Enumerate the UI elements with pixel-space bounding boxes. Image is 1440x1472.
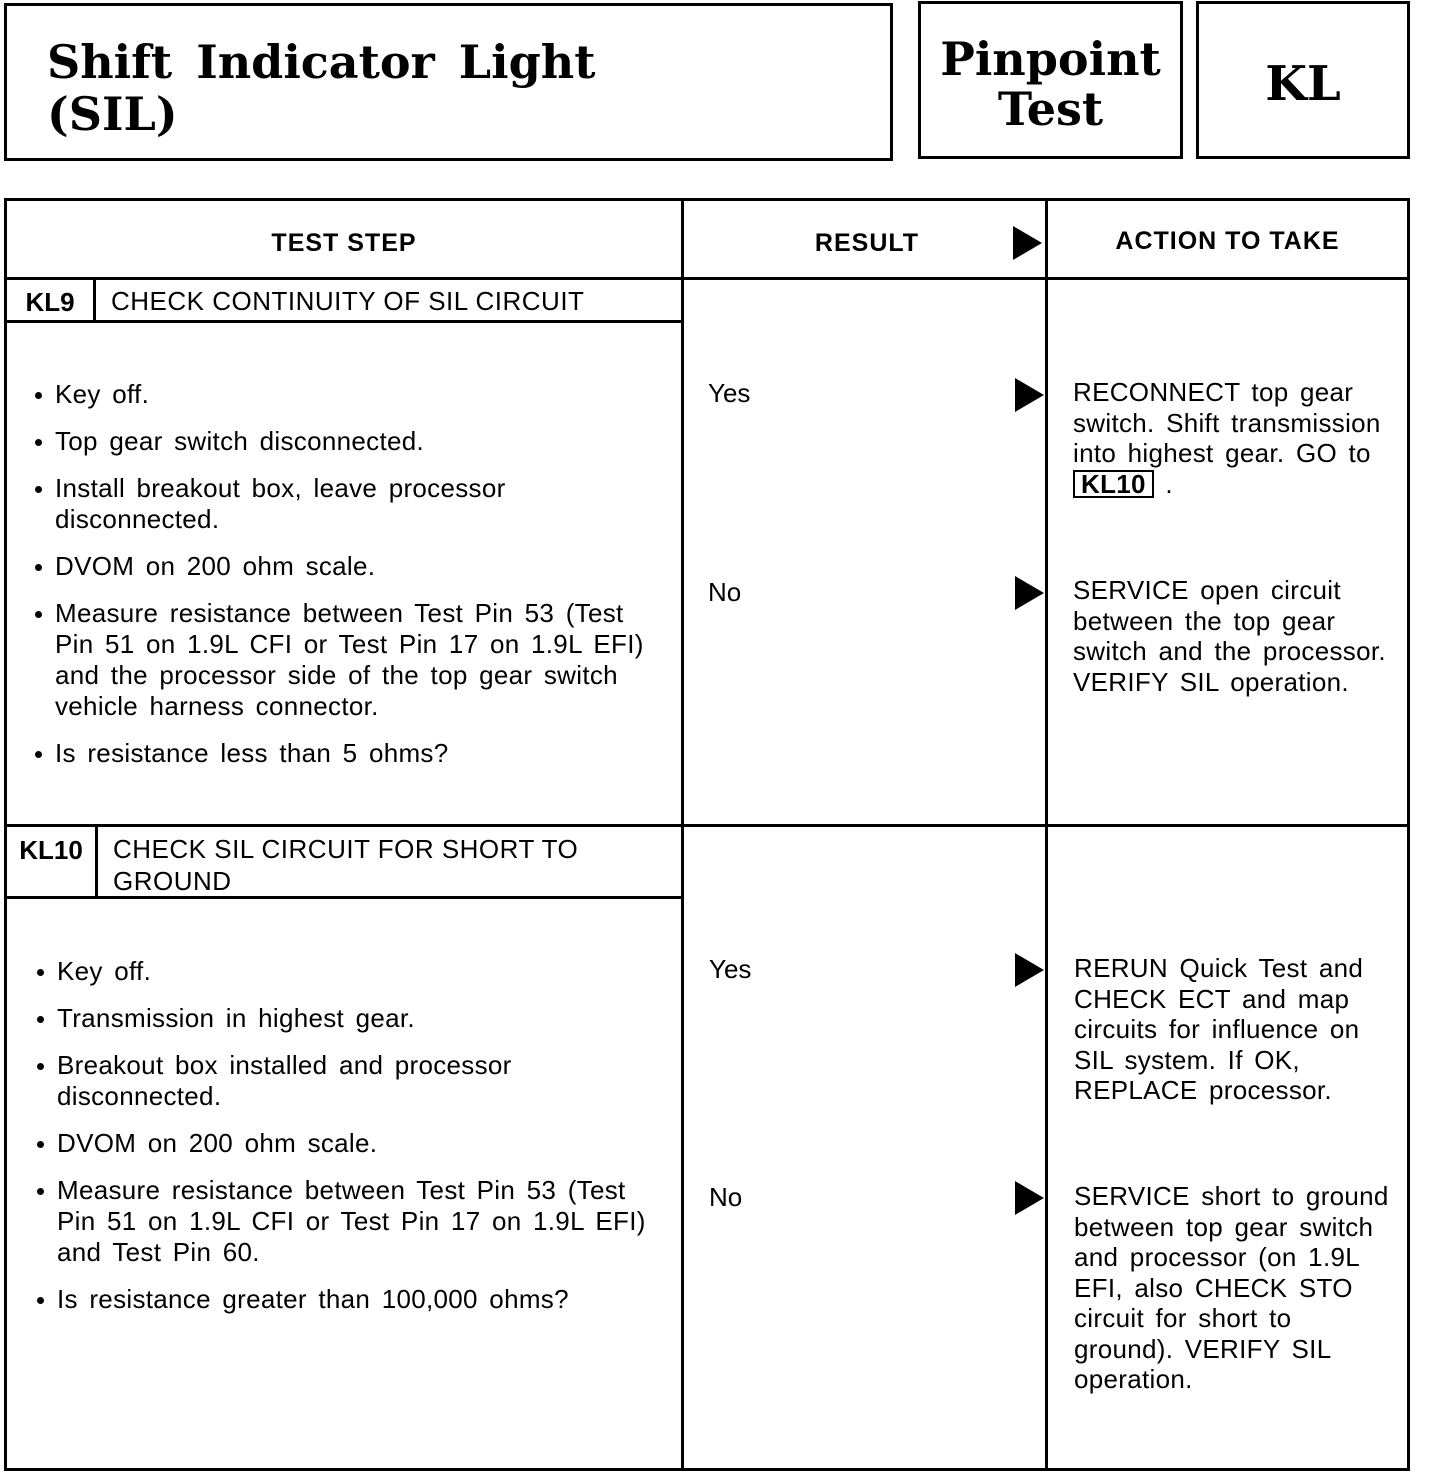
test-code: KL (1265, 56, 1341, 112)
title-line-2: (SIL) (47, 87, 178, 141)
action-kl10-yes: RERUN Quick Test and CHECK ECT and map circuits for influence on SIL system. If OK, REPLACE processor. (1074, 953, 1364, 1105)
test-table (4, 198, 1410, 1471)
result-kl10-no: No (709, 1182, 743, 1212)
result-arrow-icon (1015, 378, 1044, 412)
step-id-kl10: KL10 (19, 835, 83, 865)
list-item: Install breakout box, leave processor disconnected. (33, 473, 653, 535)
step-kl9-title-divider (7, 320, 681, 323)
column-divider-result (681, 201, 684, 1471)
step-title-kl10: CHECK SIL CIRCUIT FOR SHORT TO GROUND (113, 834, 579, 896)
step-kl10-id-divider (95, 827, 98, 896)
title-box (4, 3, 893, 161)
action-kl9-yes-text: RECONNECT top gear switch. Shift transmission into highest gear. GO to (1073, 377, 1381, 468)
step-separator (7, 824, 1407, 827)
list-item: Transmission in highest gear. (35, 1003, 655, 1034)
column-header-result: RESULT (814, 229, 920, 257)
pinpoint-line-1: Pinpoint (940, 32, 1161, 86)
list-item: Key off. (35, 956, 655, 987)
action-kl10-no: SERVICE short to ground between top gear switch and processor (on 1.9L EFI, also CHECK STO circuit for short to ground). VERIFY SIL operation. (1074, 1181, 1389, 1394)
goto-kl10-reference[interactable]: KL10 (1073, 470, 1154, 498)
list-item: Measure resistance between Test Pin 53 (Test Pin 51 on 1.9L CFI or Test Pin 17 on 1.9L EFI) and Test Pin 60. (35, 1175, 655, 1268)
test-code-box (1196, 1, 1410, 159)
result-arrow-icon (1015, 1181, 1044, 1215)
list-item: Is resistance less than 5 ohms? (33, 738, 653, 769)
list-item: Top gear switch disconnected. (33, 426, 653, 457)
step-kl9-id-divider (93, 280, 96, 320)
result-arrow-icon (1015, 953, 1044, 987)
result-kl10-yes: Yes (709, 954, 752, 984)
list-item: DVOM on 200 ohm scale. (33, 551, 653, 582)
list-item: Breakout box installed and processor disconnected. (35, 1050, 655, 1112)
list-item: Key off. (33, 379, 653, 410)
result-arrow-icon (1015, 576, 1044, 610)
pinpoint-test-label (921, 34, 1180, 134)
step-title-kl9: CHECK CONTINUITY OF SIL CIRCUIT (111, 286, 585, 316)
action-kl9-yes (1073, 377, 1393, 499)
step-kl9-instructions (33, 379, 653, 785)
header-arrow-icon (1013, 226, 1042, 260)
result-kl9-yes: Yes (708, 378, 751, 408)
pinpoint-test-box (918, 1, 1183, 159)
header-divider (7, 277, 1407, 280)
title-line-1: Shift Indicator Light (47, 35, 596, 89)
list-item: DVOM on 200 ohm scale. (35, 1128, 655, 1159)
pinpoint-line-2: Test (997, 82, 1104, 136)
result-kl9-no: No (708, 577, 742, 607)
column-header-action: ACTION TO TAKE (1115, 227, 1340, 255)
action-kl9-yes-suffix: . (1165, 468, 1173, 499)
step-id-kl9: KL9 (25, 287, 75, 317)
column-divider-action (1045, 201, 1048, 1471)
page-title (47, 36, 595, 140)
list-item: Measure resistance between Test Pin 53 (Test Pin 51 on 1.9L CFI or Test Pin 17 on 1.9L EFI) and the processor side of the top gear switch vehicle harness connector. (33, 598, 653, 722)
list-item: Is resistance greater than 100,000 ohms? (35, 1284, 655, 1315)
step-kl10-instructions (35, 956, 655, 1331)
action-kl9-no: SERVICE open circuit between the top gear switch and the processor. VERIFY SIL operation. (1073, 575, 1386, 697)
column-header-test-step: TEST STEP (271, 229, 417, 257)
